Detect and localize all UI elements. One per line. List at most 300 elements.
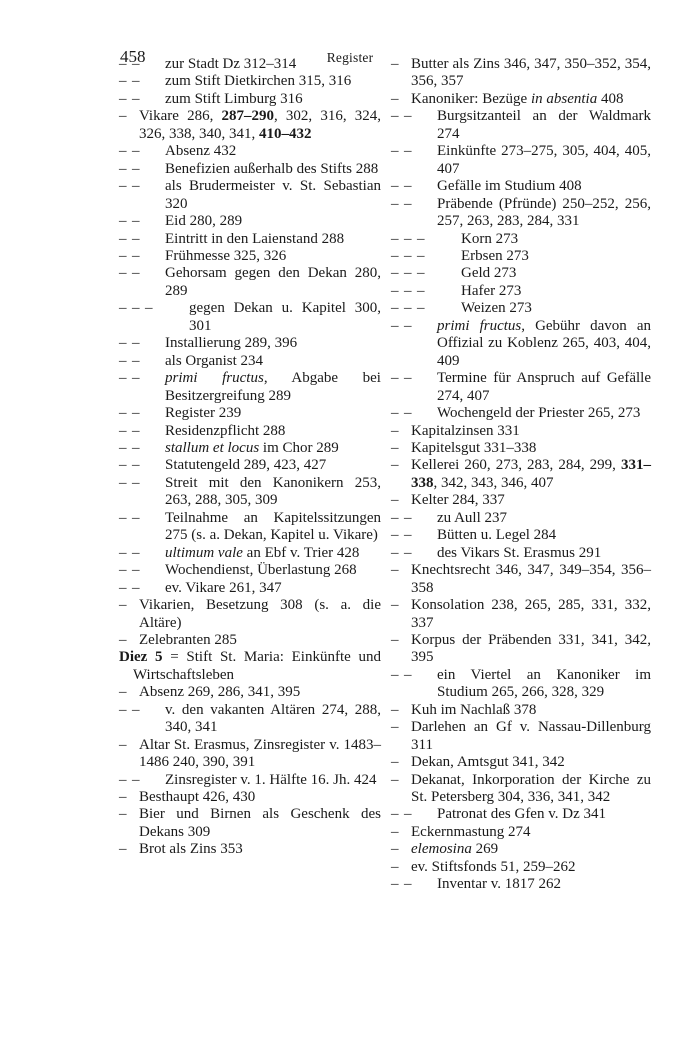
dash-mark (119, 161, 132, 178)
index-entry (391, 56, 651, 91)
dash-mark (119, 806, 132, 823)
entry-text: Installierung 289, 396 (165, 335, 298, 352)
entry-text: ev. Vikare 261, 347 (165, 579, 282, 596)
dash-mark (132, 143, 145, 160)
ditto-dashes (119, 684, 132, 701)
entry-text: ein Viertel an Kanoniker im Studium 265, 266, 328, 329 (437, 666, 651, 701)
dash-mark (119, 265, 132, 282)
ditto-dashes (119, 178, 145, 195)
dash-mark (132, 702, 145, 719)
ditto-dashes (391, 318, 417, 335)
ditto-dashes (391, 841, 404, 858)
dash-mark (119, 737, 132, 754)
index-entry (119, 562, 381, 579)
index-entry (391, 510, 651, 527)
ditto-dashes (119, 841, 132, 858)
ditto-dashes (391, 510, 417, 527)
ditto-dashes (391, 719, 404, 736)
entry-text: Bütten u. Legel 284 (437, 527, 557, 544)
index-entry (119, 772, 381, 789)
dash-mark (391, 527, 404, 544)
index-entry (391, 667, 651, 702)
entry-text: zur Stadt Dz 312–314 (165, 56, 297, 72)
ditto-dashes (391, 597, 404, 614)
dash-mark (119, 580, 132, 597)
entry-text: Zinsregister v. 1. Hälfte 16. Jh. 424 (165, 771, 377, 788)
dash-mark (404, 667, 417, 684)
entry-text: Zelebranten 285 (139, 631, 237, 648)
dash-mark (119, 510, 132, 527)
dash-mark (391, 318, 404, 335)
entry-text: Termine für Anspruch auf Gefälle 274, 407 (437, 370, 651, 404)
index-entry (391, 492, 651, 509)
dash-mark (132, 423, 145, 440)
dash-mark (391, 824, 404, 841)
index-entry (391, 231, 651, 248)
index-entry (391, 300, 651, 317)
dash-mark (391, 196, 404, 213)
index-entry (119, 91, 381, 108)
dash-mark (119, 772, 132, 789)
dash-mark (404, 108, 417, 125)
entry-text: Knechtsrecht 346, 347, 349–354, 356–358 (411, 562, 651, 596)
index-entry (119, 161, 381, 178)
dash-mark (132, 772, 145, 789)
dash-mark (404, 370, 417, 387)
dash-mark (119, 405, 132, 422)
dash-mark (119, 91, 132, 108)
index-entry (119, 265, 381, 300)
entry-text: als Organist 234 (165, 352, 264, 369)
entry-text: Einkünfte 273–275, 305, 404, 405, 407 (437, 143, 651, 177)
entry-text: Vikare 286, 287–290, 302, 316, 324, 326, 338, 340, 341, 410–432 (139, 108, 381, 142)
ditto-dashes (391, 143, 417, 160)
dash-mark (132, 457, 145, 474)
index-entry (119, 56, 381, 73)
ditto-dashes (391, 56, 404, 73)
dash-mark (391, 370, 404, 387)
ditto-dashes (391, 632, 404, 649)
dash-mark (132, 213, 145, 230)
dash-mark (119, 73, 132, 90)
dash-mark (391, 108, 404, 125)
ditto-dashes (119, 161, 145, 178)
dash-mark (391, 143, 404, 160)
index-entry (391, 457, 651, 492)
entry-text: zum Stift Limburg 316 (165, 90, 303, 107)
dash-mark (417, 283, 430, 300)
ditto-dashes (119, 440, 145, 457)
dash-mark (132, 73, 145, 90)
entry-text: zu Aull 237 (437, 509, 507, 526)
ditto-dashes (119, 91, 145, 108)
dash-mark (132, 248, 145, 265)
dash-mark (119, 702, 132, 719)
entry-text: Register 239 (165, 405, 242, 422)
index-entry (119, 510, 381, 545)
index-entry (119, 632, 381, 649)
dash-mark (404, 545, 417, 562)
dash-mark (391, 562, 404, 579)
ditto-dashes (391, 772, 404, 789)
entry-text: Frühmesse 325, 326 (165, 247, 287, 264)
dash-mark (132, 265, 145, 282)
ditto-dashes (119, 423, 145, 440)
ditto-dashes (391, 423, 404, 440)
dash-mark (119, 300, 132, 317)
dash-mark (404, 283, 417, 300)
entry-text: Weizen 273 (461, 300, 532, 317)
index-entry (119, 213, 381, 230)
index-entry (391, 440, 651, 457)
dash-mark (404, 248, 417, 265)
entry-text: elemosina 269 (411, 841, 499, 858)
index-entry (119, 580, 381, 597)
dash-mark (391, 667, 404, 684)
dash-mark (145, 300, 158, 317)
dash-mark (132, 405, 145, 422)
dash-mark (391, 56, 404, 73)
index-entry (119, 440, 381, 457)
running-head: Register (326, 50, 374, 65)
page-number: 458 (120, 47, 146, 66)
dash-mark (119, 213, 132, 230)
ditto-dashes (391, 440, 404, 457)
dash-mark (119, 597, 132, 614)
dash-mark (391, 754, 404, 771)
ditto-dashes (119, 73, 145, 90)
dash-mark (404, 527, 417, 544)
dash-mark (391, 300, 404, 317)
dash-mark (404, 178, 417, 195)
entry-text: Kelter 284, 337 (411, 492, 505, 509)
index-entry (119, 737, 381, 772)
dash-mark (404, 806, 417, 823)
index-entry (119, 806, 381, 841)
dash-mark (391, 597, 404, 614)
entry-text: v. den vakanten Altären 274, 288, 340, 341 (165, 701, 381, 736)
ditto-dashes (119, 772, 145, 789)
dash-mark (391, 859, 404, 876)
dash-mark (404, 510, 417, 527)
ditto-dashes (119, 632, 132, 649)
entry-text: Korpus der Präbenden 331, 341, 342, 395 (411, 631, 651, 666)
dash-mark (119, 562, 132, 579)
ditto-dashes (391, 562, 404, 579)
ditto-dashes (391, 370, 417, 387)
ditto-dashes (391, 405, 417, 422)
dash-mark (132, 161, 145, 178)
dash-mark (404, 265, 417, 282)
entry-text: primi fructus, Gebühr davon an Offizial zu Koblenz 265, 403, 404, 409 (437, 317, 651, 369)
dash-mark (119, 440, 132, 457)
entry-text: Korn 273 (461, 230, 519, 247)
dash-mark (391, 702, 404, 719)
index-entry (119, 789, 381, 806)
entry-text: Brot als Zins 353 (139, 841, 243, 858)
ditto-dashes (391, 248, 430, 265)
dash-mark (119, 248, 132, 265)
entry-text: Diez 5 = Stift St. Maria: Einkünfte und Wirtschaftsleben (119, 649, 381, 683)
index-entry (119, 423, 381, 440)
ditto-dashes (119, 597, 132, 614)
ditto-dashes (119, 510, 145, 527)
dash-mark (391, 545, 404, 562)
entry-text: Kapitalzinsen 331 (411, 422, 520, 439)
dash-mark (132, 545, 145, 562)
entry-text: Altar St. Erasmus, Zinsregister v. 1483–1486 240, 390, 391 (139, 736, 381, 771)
ditto-dashes (391, 492, 404, 509)
ditto-dashes (391, 527, 417, 544)
ditto-dashes (391, 231, 430, 248)
dash-mark (391, 841, 404, 858)
index-entry (391, 824, 651, 841)
dash-mark (404, 300, 417, 317)
index-entry (119, 702, 381, 737)
ditto-dashes (391, 196, 417, 213)
index-entry (119, 405, 381, 422)
dash-mark (391, 405, 404, 422)
dash-mark (391, 423, 404, 440)
ditto-dashes (119, 248, 145, 265)
dash-mark (119, 108, 132, 125)
dash-mark (391, 178, 404, 195)
ditto-dashes (119, 545, 145, 562)
entry-text: ev. Stiftsfonds 51, 259–262 (411, 858, 576, 875)
index-entry (119, 300, 381, 335)
entry-text: Präbende (Pfründe) 250–252, 256, 257, 263, 283, 284, 331 (437, 195, 651, 230)
entry-text: Burgsitzanteil an der Waldmark 274 (437, 108, 651, 142)
dash-mark (132, 353, 145, 370)
index-entry (391, 248, 651, 265)
dash-mark (391, 876, 404, 893)
index-entry (119, 108, 381, 143)
ditto-dashes (391, 108, 417, 125)
index-column-right (391, 56, 651, 894)
ditto-dashes (391, 754, 404, 771)
index-entry (119, 353, 381, 370)
dash-mark (391, 91, 404, 108)
entry-text: als Brudermeister v. St. Sebastian 320 (165, 178, 381, 212)
entry-text: Eckernmastung 274 (411, 823, 531, 840)
entry-text: Absenz 269, 286, 341, 395 (139, 684, 301, 701)
dash-mark (119, 789, 132, 806)
dash-mark (404, 318, 417, 335)
entry-text: Eid 280, 289 (165, 213, 243, 230)
dash-mark (404, 231, 417, 248)
index-entry (119, 841, 381, 858)
dash-mark (132, 335, 145, 352)
ditto-dashes (119, 737, 132, 754)
dash-mark (119, 370, 132, 387)
entry-text: Eintritt in den Laienstand 288 (165, 230, 345, 247)
index-entry (119, 231, 381, 248)
ditto-dashes (119, 789, 132, 806)
dash-mark (119, 353, 132, 370)
dash-mark (119, 684, 132, 701)
dash-mark (391, 283, 404, 300)
dash-mark (417, 300, 430, 317)
ditto-dashes (391, 457, 404, 474)
entry-text: Kapitelsgut 331–338 (411, 439, 537, 456)
ditto-dashes (119, 335, 145, 352)
entry-text: Butter als Zins 346, 347, 350–352, 354, 356, 357 (411, 56, 651, 90)
entry-text: Kuh im Nachlaß 378 (411, 701, 537, 718)
entry-text: zum Stift Dietkirchen 315, 316 (165, 73, 352, 90)
entry-text: Hafer 273 (461, 282, 522, 299)
index-entry (119, 649, 381, 684)
index-entry (119, 248, 381, 265)
entry-text: Vikarien, Besetzung 308 (s. a. die Altäre) (139, 597, 381, 631)
dash-mark (132, 300, 145, 317)
index-entry (391, 841, 651, 858)
dash-mark (119, 475, 132, 492)
ditto-dashes (119, 806, 132, 823)
entry-text: Dekan, Amtsgut 341, 342 (411, 754, 565, 771)
ditto-dashes (391, 300, 430, 317)
dash-mark (391, 510, 404, 527)
dash-mark (132, 580, 145, 597)
entry-text: primi fructus, Abgabe bei Besitzergreifung 289 (165, 370, 381, 404)
index-entry (119, 178, 381, 213)
dash-mark (417, 265, 430, 282)
entry-text: Gehorsam gegen den Dekan 280, 289 (165, 265, 381, 299)
dash-mark (119, 841, 132, 858)
entry-text: Streit mit den Kanonikern 253, 263, 288, 305, 309 (165, 474, 381, 509)
dash-mark (391, 806, 404, 823)
ditto-dashes (391, 667, 417, 684)
dash-mark (119, 335, 132, 352)
index-entry (391, 318, 651, 370)
index-column-left (119, 56, 381, 859)
ditto-dashes (119, 353, 145, 370)
entry-text: Inventar v. 1817 262 (437, 876, 561, 893)
index-entry (391, 562, 651, 597)
dash-mark (132, 440, 145, 457)
dash-mark (132, 562, 145, 579)
dash-mark (119, 457, 132, 474)
entry-text: stallum et locus im Chor 289 (165, 439, 339, 456)
index-entry (391, 405, 651, 422)
dash-mark (119, 231, 132, 248)
index-entry (391, 108, 651, 143)
index-entry (391, 91, 651, 108)
ditto-dashes (119, 108, 132, 125)
index-entry (391, 754, 651, 771)
dash-mark (404, 405, 417, 422)
dash-mark (119, 545, 132, 562)
dash-mark (391, 231, 404, 248)
dash-mark (391, 719, 404, 736)
entry-text: Konsolation 238, 265, 285, 331, 332, 337 (411, 597, 651, 631)
entry-text: Dekanat, Inkorporation der Kirche zu St. Petersberg 304, 336, 341, 342 (411, 771, 651, 806)
index-entry (391, 597, 651, 632)
ditto-dashes (119, 143, 145, 160)
entry-text: gegen Dekan u. Kapitel 300, 301 (189, 300, 381, 334)
dash-mark (132, 56, 145, 73)
index-entry (119, 457, 381, 474)
ditto-dashes (391, 265, 430, 282)
dash-mark (132, 510, 145, 527)
index-entry (391, 423, 651, 440)
ditto-dashes (119, 300, 158, 317)
index-entry (391, 545, 651, 562)
ditto-dashes (391, 545, 417, 562)
index-entry (391, 719, 651, 754)
index-entry (391, 859, 651, 876)
dash-mark (391, 440, 404, 457)
dash-mark (119, 423, 132, 440)
dash-mark (132, 91, 145, 108)
entry-text: Benefizien außerhalb des Stifts 288 (165, 160, 379, 177)
index-entry (119, 684, 381, 701)
index-entry (391, 196, 651, 231)
index-entry (391, 265, 651, 282)
ditto-dashes (119, 231, 145, 248)
entry-text: Wochengeld der Priester 265, 273 (437, 405, 641, 422)
index-entry (391, 283, 651, 300)
entry-text: Patronat des Gfen v. Dz 341 (437, 806, 606, 823)
ditto-dashes (119, 562, 145, 579)
dash-mark (119, 632, 132, 649)
ditto-dashes (119, 370, 145, 387)
ditto-dashes (119, 56, 145, 73)
dash-mark (391, 457, 404, 474)
ditto-dashes (119, 702, 145, 719)
entry-text: Teilnahme an Kapitelssitzungen 275 (s. a. Dekan, Kapitel u. Vikare) (165, 509, 381, 544)
index-entry (119, 475, 381, 510)
ditto-dashes (119, 457, 145, 474)
entry-text: Besthaupt 426, 430 (139, 789, 256, 806)
ditto-dashes (119, 580, 145, 597)
entry-text: des Vikars St. Erasmus 291 (437, 544, 602, 561)
ditto-dashes (391, 702, 404, 719)
ditto-dashes (391, 91, 404, 108)
entry-text: Residenzpflicht 288 (165, 422, 286, 439)
entry-text: Gefälle im Studium 408 (437, 178, 582, 195)
index-entry (391, 876, 651, 893)
index-entry (391, 632, 651, 667)
dash-mark (119, 178, 132, 195)
index-entry (119, 597, 381, 632)
index-entry (391, 527, 651, 544)
dash-mark (132, 370, 145, 387)
index-entry (119, 370, 381, 405)
dash-mark (417, 231, 430, 248)
ditto-dashes (391, 876, 417, 893)
dash-mark (404, 143, 417, 160)
dash-mark (132, 475, 145, 492)
index-entry (391, 806, 651, 823)
dash-mark (119, 143, 132, 160)
ditto-dashes (119, 213, 145, 230)
entry-text: Wochendienst, Überlastung 268 (165, 562, 357, 579)
ditto-dashes (119, 475, 145, 492)
ditto-dashes (119, 405, 145, 422)
dash-mark (119, 56, 132, 73)
index-entry (119, 545, 381, 562)
ditto-dashes (391, 824, 404, 841)
entry-text: Darlehen an Gf v. Nassau-Dillenburg 311 (411, 719, 651, 753)
ditto-dashes (391, 806, 417, 823)
dash-mark (404, 196, 417, 213)
entry-text: Statutengeld 289, 423, 427 (165, 457, 327, 474)
dash-mark (132, 178, 145, 195)
dash-mark (391, 632, 404, 649)
entry-text: Geld 273 (461, 265, 517, 282)
index-entry (391, 702, 651, 719)
index-entry (391, 772, 651, 807)
